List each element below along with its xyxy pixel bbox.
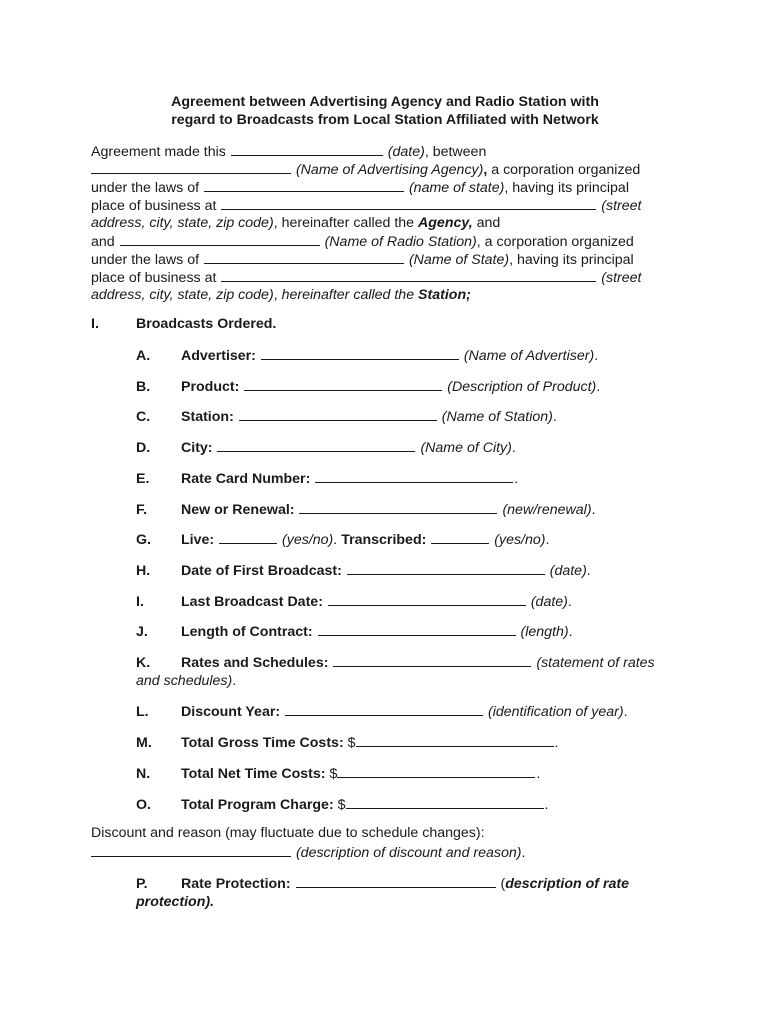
- advertiser-blank[interactable]: [261, 346, 459, 360]
- item-advertiser: A. Advertiser: (Name of Advertiser).: [136, 348, 599, 364]
- program-charge-blank[interactable]: [346, 795, 544, 809]
- title-line-2: regard to Broadcasts from Local Station Affiliated with Network: [171, 112, 599, 128]
- station-name-blank[interactable]: [120, 232, 320, 246]
- net-costs-blank[interactable]: [337, 764, 535, 778]
- contract-length-blank[interactable]: [318, 622, 516, 636]
- section-heading: I. Broadcasts Ordered.: [91, 316, 277, 332]
- station-state-blank[interactable]: [204, 250, 404, 264]
- agency-address-blank[interactable]: [221, 196, 596, 210]
- item-length-of-contract: J. Length of Contract: (length).: [136, 624, 573, 640]
- intro-paragraph: Agreement made this (date), between (Name of Advertising Agency), a corporation organized under the laws of (name of state), having its principal place of business at (street address, city, state, zip code), hereinafter called the Agency, and and (Name of Radio Station), a corporation organized under the laws of (Name of State), having its principal place of business at (street address, city, state, zip code), hereinafter called the Station;: [91, 144, 642, 303]
- agency-name-blank[interactable]: [91, 160, 291, 174]
- rate-card-blank[interactable]: [315, 469, 513, 483]
- live-blank[interactable]: [219, 530, 277, 544]
- station-address-blank[interactable]: [221, 268, 596, 282]
- rate-protection-blank[interactable]: [296, 874, 496, 888]
- station-blank[interactable]: [239, 407, 437, 421]
- gross-costs-blank[interactable]: [356, 733, 554, 747]
- discount-year-blank[interactable]: [285, 702, 483, 716]
- discount-paragraph: Discount and reason (may fluctuate due to schedule changes): (description of discount and reason).: [91, 825, 526, 861]
- item-total-gross-time-costs: M. Total Gross Time Costs: $ .: [136, 735, 559, 751]
- title-line-1: Agreement between Advertising Agency and Radio Station with: [171, 94, 599, 110]
- item-city: D. City: (Name of City).: [136, 440, 516, 456]
- rates-schedules-blank[interactable]: [333, 653, 531, 667]
- item-live-transcribed: G. Live: (yes/no). Transcribed: (yes/no).: [136, 532, 550, 548]
- item-discount-year: L. Discount Year: (identification of year).: [136, 704, 628, 720]
- item-rate-protection: P. Rate Protection: (description of rate protection).: [136, 876, 629, 910]
- product-blank[interactable]: [244, 377, 442, 391]
- city-blank[interactable]: [217, 438, 415, 452]
- item-product: B. Product: (Description of Product).: [136, 379, 601, 395]
- discount-reason-blank[interactable]: [91, 843, 291, 857]
- new-renewal-blank[interactable]: [299, 500, 497, 514]
- item-first-broadcast-date: H. Date of First Broadcast: (date).: [136, 563, 591, 579]
- agency-state-blank[interactable]: [204, 178, 404, 192]
- date-blank[interactable]: [231, 142, 383, 156]
- item-rates-and-schedules: K. Rates and Schedules: (statement of rates and schedules).: [136, 655, 655, 689]
- item-station: C. Station: (Name of Station).: [136, 409, 557, 425]
- item-last-broadcast-date: I. Last Broadcast Date: (date).: [136, 594, 572, 610]
- item-total-program-charge: O. Total Program Charge: $ .: [136, 797, 549, 813]
- last-broadcast-blank[interactable]: [328, 592, 526, 606]
- item-total-net-time-costs: N. Total Net Time Costs: $ .: [136, 766, 541, 782]
- item-rate-card-number: E. Rate Card Number: .: [136, 471, 519, 487]
- item-new-or-renewal: F. New or Renewal: (new/renewal).: [136, 502, 596, 518]
- document-title: [0, 93, 770, 129]
- transcribed-blank[interactable]: [431, 530, 489, 544]
- first-broadcast-blank[interactable]: [347, 561, 545, 575]
